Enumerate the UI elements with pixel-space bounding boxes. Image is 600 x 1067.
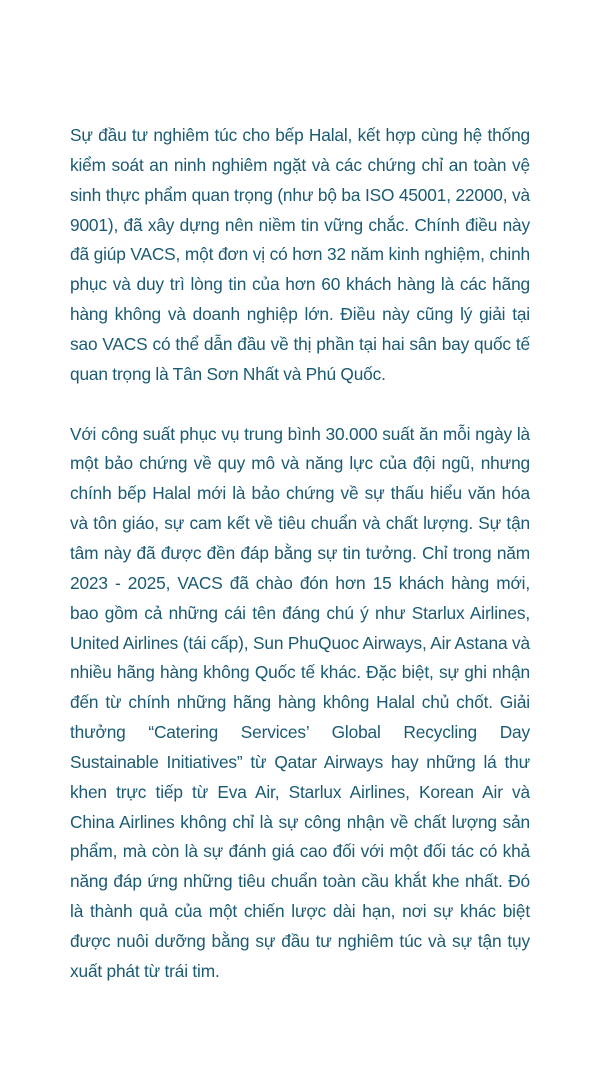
article-body	[70, 121, 530, 987]
article-paragraph-2: Với công suất phục vụ trung bình 30.000 suất ăn mỗi ngày là một bảo chứng về quy mô và năng lực của đội ngũ, nhưng chính bếp Halal mới là bảo chứng về sự thấu hiểu văn hóa và tôn giáo, sự cam kết về tiêu chuẩn và chất lượng. Sự tận tâm này đã được đền đáp bằng sự tin tưởng. Chỉ trong năm 2023 - 2025, VACS đã chào đón hơn 15 khách hàng mới, bao gồm cả những cái tên đáng chú ý như Starlux Airlines, United Airlines (tái cấp), Sun PhuQuoc Airways, Air Astana và nhiều hãng hàng không Quốc tế khác. Đặc biệt, sự ghi nhận đến từ chính những hãng hàng không Halal chủ chốt. Giải thưởng “Catering Services’ Global Recycling Day Sustainable Initiatives” từ Qatar Airways hay những lá thư khen trực tiếp từ Eva Air, Starlux Airlines, Korean Air và China Airlines không chỉ là sự công nhận về chất lượng sản phẩm, mà còn là sự đánh giá cao đối với một đối tác có khả năng đáp ứng những tiêu chuẩn toàn cầu khắt khe nhất. Đó là thành quả của một chiến lược dài hạn, nơi sự khác biệt được nuôi dưỡng bằng sự đầu tư nghiêm túc và sự tận tụy xuất phát từ trái tim.	[70, 423, 530, 981]
article-paragraph-1: Sự đầu tư nghiêm túc cho bếp Halal, kết hợp cùng hệ thống kiểm soát an ninh nghiêm ngặt và các chứng chỉ an toàn vệ sinh thực phẩm quan trọng (như bộ ba ISO 45001, 22000, và 9001), đã xây dựng nên niềm tin vững chắc. Chính điều này đã giúp VACS, một đơn vị có hơn 32 năm kinh nghiệm, chinh phục và duy trì lòng tin của hơn 60 khách hàng là các hãng hàng không và doanh nghiệp lớn. Điều này cũng lý giải tại sao VACS có thể dẫn đầu về thị phần tại hai sân bay quốc tế quan trọng là Tân Sơn Nhất và Phú Quốc.	[70, 125, 530, 384]
